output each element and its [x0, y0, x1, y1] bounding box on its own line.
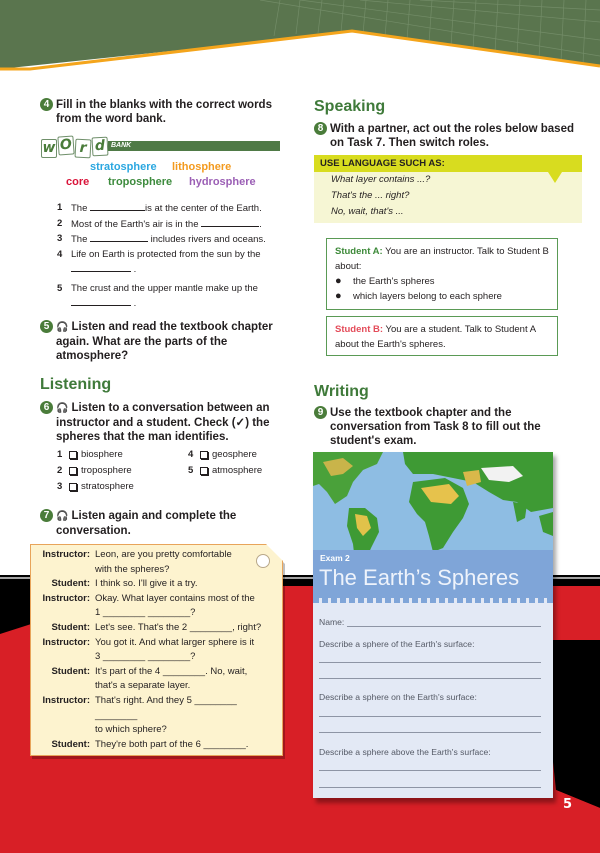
- dialogue-line: Student : They're both part of the 6 ________.: [36, 738, 276, 753]
- headphones-icon[interactable]: 🎧: [56, 322, 69, 333]
- task-number-badge: 7: [40, 509, 53, 522]
- world-map-image: [313, 452, 553, 562]
- page-number: 5: [563, 797, 573, 812]
- task-number-badge: 6: [40, 401, 53, 414]
- word-bank-word: hydrosphere: [189, 176, 256, 188]
- checkbox[interactable]: [200, 467, 208, 475]
- dialogue-line: Student : It's part of the 4 ________. No, wait, that's a separate layer.: [36, 665, 276, 694]
- answer-line[interactable]: [319, 716, 541, 717]
- task-number-badge: 5: [40, 320, 53, 333]
- exam-kicker: Exam 2: [320, 553, 350, 563]
- answer-blank[interactable]: [71, 262, 131, 272]
- phrase: That's the ... right?: [331, 190, 410, 201]
- student-a-role-card: Student A: You are an instructor. Talk to Student B about: ● the Earth's spheres ● which layers belong to each sphere: [326, 238, 558, 310]
- section-title-writing: Writing: [314, 383, 369, 400]
- dialogue-line: Instructor : Leon, are you pretty comfortable with the spheres?: [36, 548, 276, 577]
- answer-line[interactable]: [319, 732, 541, 733]
- checkbox-item[interactable]: 3 stratosphere: [57, 481, 134, 492]
- exam-prompt: Describe a sphere above the Earth's surface:: [319, 747, 491, 757]
- task-9-instruction: 9 Use the textbook chapter and the conversation from Task 8 to fill out the student's exam.: [314, 406, 574, 448]
- dialogue-line: Instructor : That's right. And they 5 ________ ________ to which sphere?: [36, 694, 276, 738]
- section-title-speaking: Speaking: [314, 98, 386, 115]
- task-4-instruction: 4 Fill in the blanks with the correct words from the word bank.: [40, 98, 290, 126]
- headphones-icon[interactable]: 🎧: [56, 403, 69, 414]
- checkbox[interactable]: [69, 483, 77, 491]
- name-label: Name:: [319, 617, 345, 627]
- dialogue-line: Student : I think so. I'll give it a try.: [36, 577, 276, 592]
- exam-prompt: Describe a sphere of the Earth's surface:: [319, 639, 475, 649]
- sphere-checklist: [188, 447, 262, 479]
- answer-line[interactable]: [319, 662, 541, 663]
- student-b-role-card: Student B: You are a student. Talk to Student A about the Earth's spheres.: [326, 316, 558, 356]
- answer-blank[interactable]: [90, 201, 145, 211]
- dialogue-line: Instructor : You got it. And what larger sphere is it 3 ________ ________?: [36, 636, 276, 665]
- section-title-listening: Listening: [40, 376, 112, 393]
- task-8-instruction: 8 With a partner, act out the roles below based on Task 7. Then switch roles.: [314, 122, 574, 150]
- word-bank-word: core: [66, 176, 90, 188]
- answer-line[interactable]: [319, 770, 541, 771]
- task-number-badge: 8: [314, 122, 327, 135]
- answer-blank[interactable]: [201, 217, 259, 227]
- task-7-instruction: 7 🎧 Listen again and complete the conversation.: [40, 509, 280, 538]
- checkbox-item[interactable]: 4 geosphere: [188, 449, 257, 460]
- word-bank-logo: w O r d: [41, 138, 109, 158]
- task-number-badge: 4: [40, 98, 53, 111]
- answer-line[interactable]: [319, 678, 541, 679]
- fill-in-blanks-list: [57, 201, 289, 312]
- checkbox-item[interactable]: 1 biosphere: [57, 449, 123, 460]
- checkbox-item[interactable]: 5 atmosphere: [188, 465, 263, 476]
- list-item: 5 The crust and the upper mantle make up the .: [57, 282, 258, 309]
- exam-prompt: Describe a sphere on the Earth's surface:: [319, 692, 477, 702]
- headphones-icon[interactable]: 🎧: [56, 511, 69, 522]
- list-item: 2 Most of the Earth's air is in the .: [57, 217, 262, 230]
- phrase: What layer contains ...?: [331, 174, 431, 185]
- word-bank-word: troposphere: [108, 176, 173, 188]
- dialogue-line: Student : Let's see. That's the 2 ________, right?: [36, 621, 276, 636]
- bullet-item: ● the Earth's spheres: [335, 275, 435, 287]
- sphere-checklist: [57, 447, 134, 495]
- bullet-item: ● which layers belong to each sphere: [335, 290, 502, 302]
- list-item: 3 The includes rivers and oceans.: [57, 233, 266, 245]
- answer-line[interactable]: [319, 787, 541, 788]
- word-bank-word: lithosphere: [172, 161, 232, 173]
- exam-title: The Earth’s Spheres: [319, 565, 520, 590]
- task-number-badge: 9: [314, 406, 327, 419]
- name-field[interactable]: [347, 626, 541, 627]
- exam-sheet: [313, 452, 553, 798]
- checkbox[interactable]: [200, 451, 208, 459]
- bullet-icon: ●: [335, 275, 342, 287]
- task-6-instruction: 6 🎧 Listen to a conversation between an instructor and a student. Check (✓) the spheres that the man identifies.: [40, 401, 290, 444]
- list-item: 1 The is at the center of the Earth.: [57, 202, 262, 214]
- checkbox[interactable]: [69, 467, 77, 475]
- phrase: No, wait, that's ...: [331, 206, 404, 217]
- list-item: 4 Life on Earth is protected from the sun by the .: [57, 248, 261, 275]
- answer-blank[interactable]: [71, 296, 131, 306]
- word-bank-word: stratosphere: [90, 161, 157, 173]
- dialogue-line: Instructor : Okay. What layer contains most of the 1 ________ ________?: [36, 592, 276, 621]
- perforated-edge: [313, 598, 553, 603]
- word-bank-bar: BANK: [108, 141, 280, 151]
- use-language-heading: USE LANGUAGE SUCH AS:: [314, 155, 582, 172]
- answer-blank[interactable]: [90, 232, 148, 242]
- bullet-icon: ●: [335, 290, 342, 302]
- conversation: [36, 548, 276, 752]
- task-5-instruction: 5 🎧 Listen and read the textbook chapter again. What are the parts of the atmosphere?: [40, 320, 280, 363]
- checkbox-item[interactable]: 2 troposphere: [57, 465, 132, 476]
- checkbox[interactable]: [69, 451, 77, 459]
